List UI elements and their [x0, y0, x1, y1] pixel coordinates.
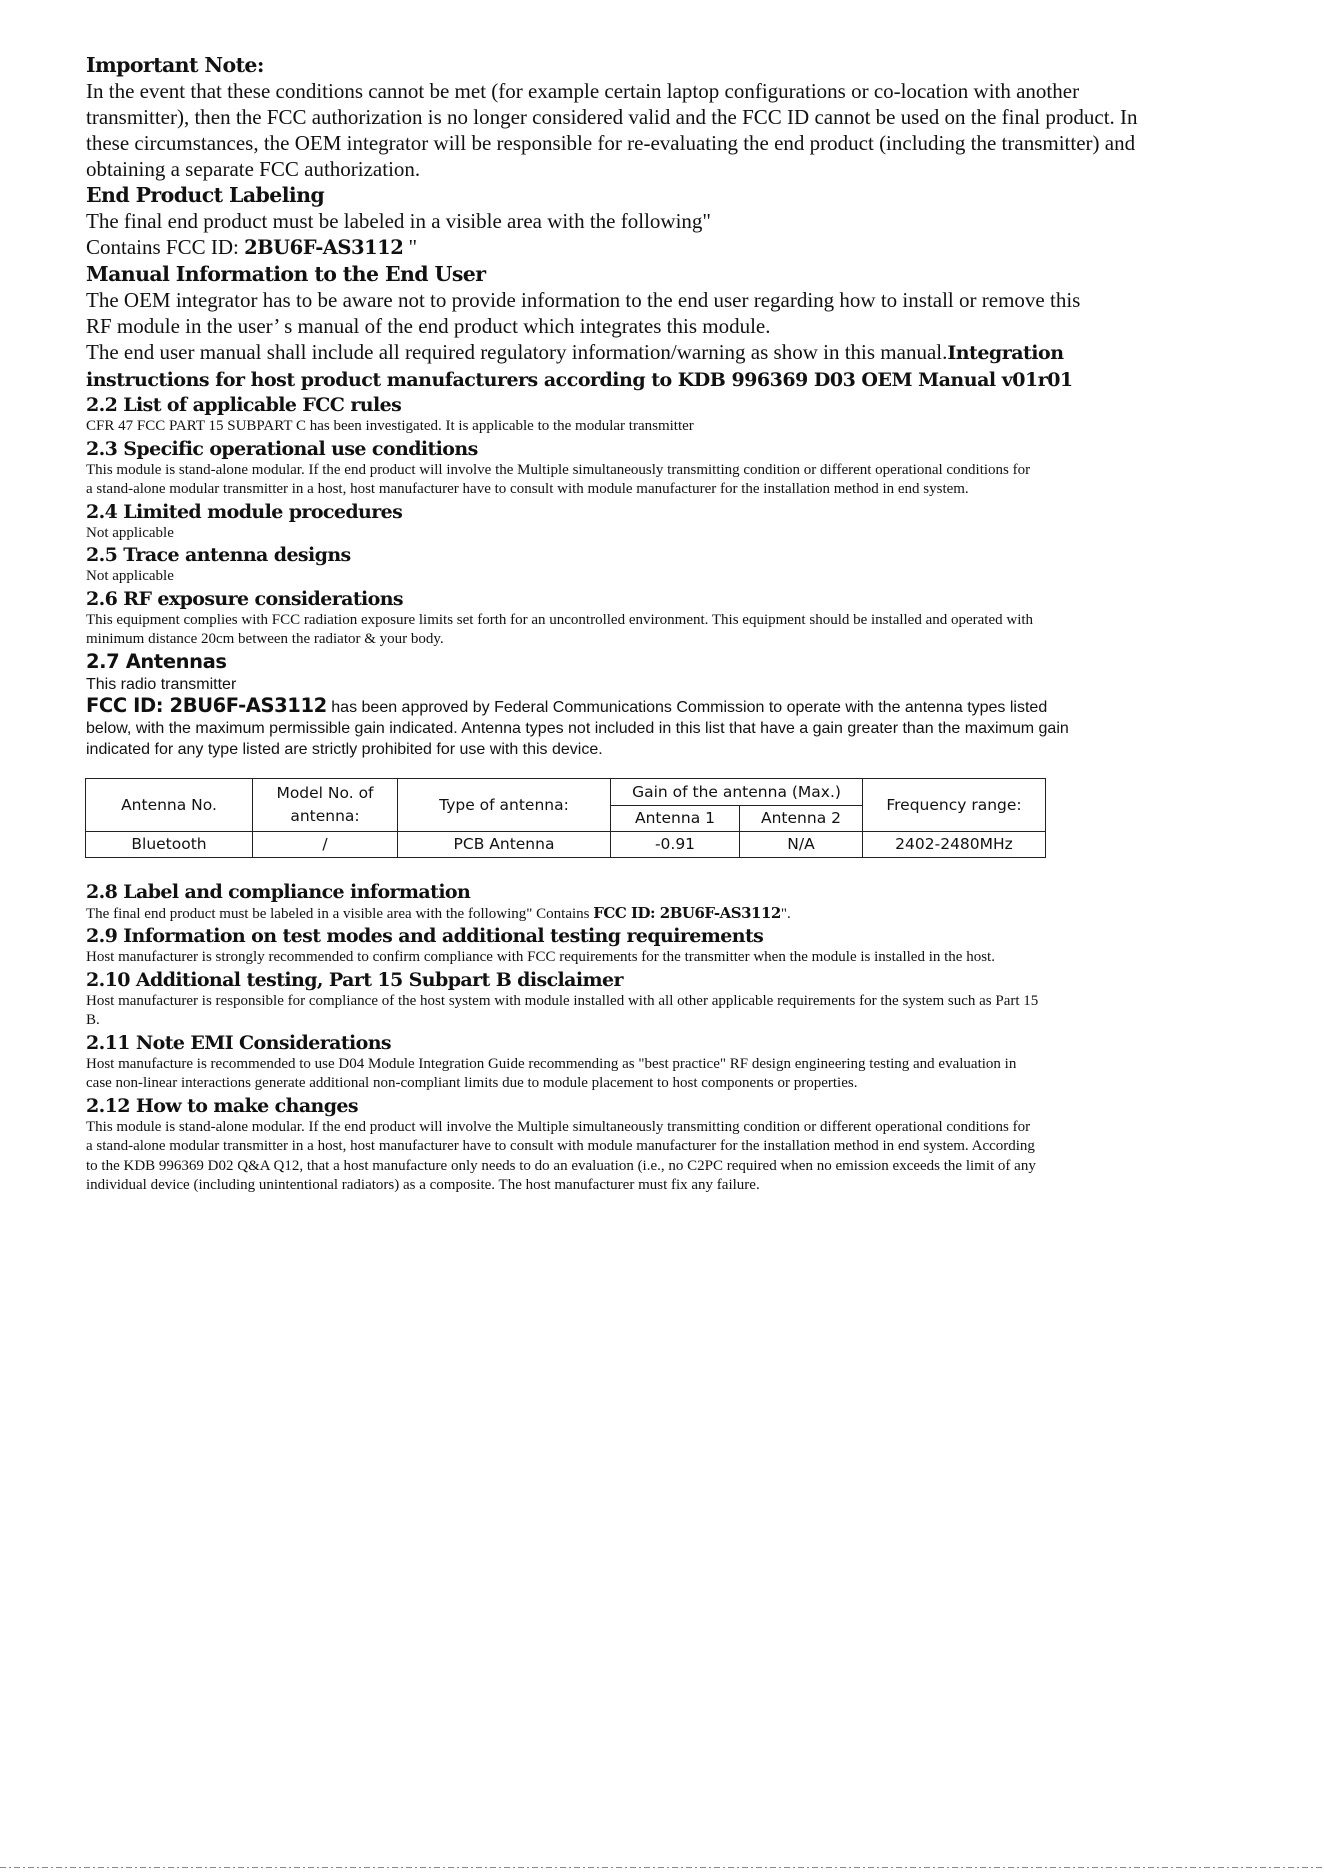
section-2-10-body: Host manufacturer is responsible for compliance of the host system with module installed with all other applicable requirements for the system such as Part 15 B.	[86, 992, 1039, 1028]
header-antenna-2: Antenna 2	[740, 805, 863, 831]
important-note-body: In the event that these conditions cannot be met (for example certain laptop configurations or co-location with another transmitter), then the FCC authorization is no longer considered valid and the FCC ID cannot be used on the final product. In these circumstances, the OEM integrator will be responsible for re-evaluating the end product (including the transmitter) and obtaining a separate FCC authorization.	[86, 79, 1138, 181]
contains-prefix: Contains FCC ID:	[86, 235, 245, 259]
section-2-9-body: Host manufacturer is strongly recommended to confirm compliance with FCC requirements for the transmitter when the module is installed in the host.	[86, 949, 995, 965]
header-antenna-no: Antenna No.	[86, 778, 253, 831]
end-product-labeling-line: The final end product must be labeled in a visible area with the following"	[86, 209, 711, 233]
manual-information-heading: Manual Information to the End User	[86, 262, 486, 286]
table-row	[86, 831, 1046, 857]
section-2-4-heading: 2.4 Limited module procedures	[86, 500, 403, 523]
section-2-12-heading: 2.12 How to make changes	[86, 1094, 359, 1117]
section-2-9-heading: 2.9 Information on test modes and additional testing requirements	[86, 925, 764, 947]
section-2-7-body	[86, 695, 1096, 760]
important-note-heading: Important Note:	[86, 53, 264, 77]
section-2-8-fcc-id: FCC ID: 2BU6F-AS3112	[593, 903, 781, 922]
integration-instructions-heading: Integration instructions for host product manufacturers according to KDB 996369 D03 OEM Manual v01r01	[86, 342, 1073, 391]
section-2-8-prefix: The final end product must be labeled in a visible area with the following" Contains	[86, 905, 594, 922]
section-2-10-heading: 2.10 Additional testing, Part 15 Subpart B disclaimer	[86, 968, 623, 991]
section-2-11-heading: 2.11 Note EMI Considerations	[86, 1031, 392, 1054]
contains-fcc-id-line	[86, 234, 1246, 261]
manual-information-text: The end user manual shall include all required regulatory information/warning as show in this manual.	[86, 340, 948, 364]
section-2-6-body: This equipment complies with FCC radiation exposure limits set forth for an uncontrolled environment. This equipment should be installed and operated with minimum distance 20cm between the radiator & your body.	[86, 611, 1034, 647]
cell-frequency: 2402-2480MHz	[863, 831, 1046, 857]
section-2-7-text: has been approved by Federal Communications Commission to operate with the antenna types listed below, with the maximum permissible gain indicated. Antenna types not included in this list that have a gain greater than the maximum gain indicated for any type listed are strictly prohibited for use with this device.	[86, 698, 1069, 758]
section-2-2-heading: 2.2 List of applicable FCC rules	[86, 394, 402, 416]
page-edge-artifact	[0, 1866, 1324, 1869]
section-2-3-body: This module is stand-alone modular. If the end product will involve the Multiple simultaneously transmitting condition or different operational conditions for a stand-alone modular transmitter in a host, host manufacturer have to consult with module manufacturer for the installation method in end system.	[86, 461, 1031, 497]
cell-antenna-2: N/A	[740, 831, 863, 857]
cell-antenna-1: -0.91	[611, 831, 740, 857]
manual-information-para2	[86, 339, 1166, 393]
header-frequency: Frequency range:	[863, 778, 1046, 831]
header-type: Type of antenna:	[398, 778, 611, 831]
header-gain: Gain of the antenna (Max.)	[611, 778, 863, 805]
section-2-7-fcc-id: FCC ID: 2BU6F-AS3112	[86, 693, 327, 717]
contains-suffix: "	[403, 235, 418, 259]
section-2-12-body: This module is stand-alone modular. If the end product will involve the Multiple simultaneously transmitting condition or different operational conditions for a stand-alone modular transmitter in a host, host manufacturer have to consult with module manufacturer for the installation method in end system. According to the KDB 996369 D02 Q&A Q12, that a host manufacture only needs to do an evaluation (i.e., no C2PC required when no emission exceeds the limit of any individual device (including unintentional radiators) as a composite. The host manufacturer must fix any failure.	[86, 1118, 1036, 1193]
end-product-labeling-heading: End Product Labeling	[86, 183, 325, 207]
cell-antenna-no: Bluetooth	[86, 831, 253, 857]
cell-type: PCB Antenna	[398, 831, 611, 857]
manual-information-para1: The OEM integrator has to be aware not to provide information to the end user regarding how to install or remove this RF module in the user’ s manual of the end product which integrates this module.	[86, 288, 1081, 338]
section-2-8-suffix: ".	[780, 905, 791, 922]
section-2-4-body: Not applicable	[86, 524, 174, 541]
antenna-table	[85, 778, 1046, 858]
header-antenna-1: Antenna 1	[611, 805, 740, 831]
document-page	[86, 52, 1246, 1196]
section-2-5-heading: 2.5 Trace antenna designs	[86, 544, 351, 566]
section-2-7-heading: 2.7 Antennas	[86, 649, 227, 673]
section-2-5-body: Not applicable	[86, 568, 174, 584]
section-2-8-heading: 2.8 Label and compliance information	[86, 880, 471, 903]
fcc-id-value: 2BU6F-AS3112	[244, 236, 404, 259]
cell-model-no: /	[253, 831, 398, 857]
section-2-11-body: Host manufacture is recommended to use D04 Module Integration Guide recommending as "best practice" RF design engineering testing and evaluation in case non-linear interactions generate additional non-compliant limits due to module placement to host components or properties.	[86, 1055, 1017, 1091]
section-2-2-body: CFR 47 FCC PART 15 SUBPART C has been investigated. It is applicable to the modular transmitter	[86, 418, 694, 434]
section-2-6-heading: 2.6 RF exposure considerations	[86, 587, 404, 610]
header-model-no: Model No. of antenna:	[253, 778, 398, 831]
section-2-3-heading: 2.3 Specific operational use conditions	[86, 437, 478, 460]
section-2-8-body	[86, 904, 1246, 925]
section-2-7-line1: This radio transmitter	[86, 675, 237, 693]
